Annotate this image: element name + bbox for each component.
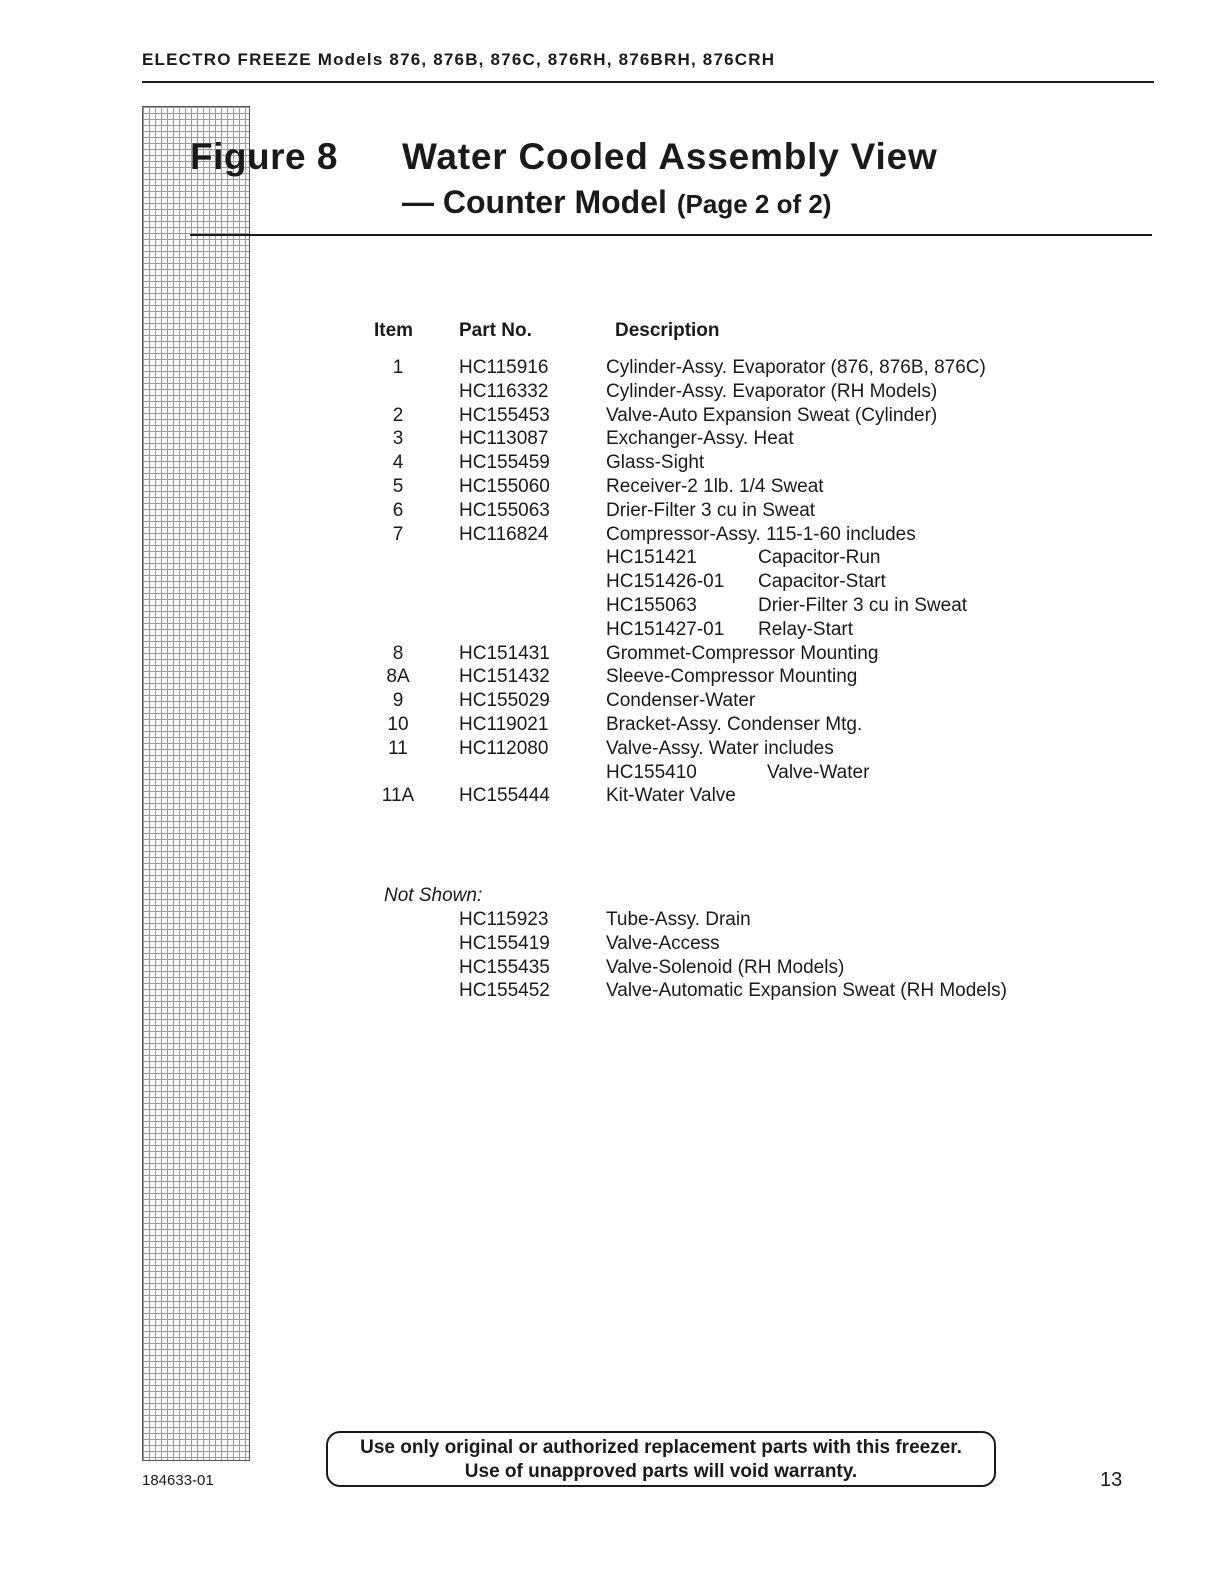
part-description: Condenser-Water	[606, 690, 756, 712]
item-number: 7	[392, 523, 404, 545]
part-description: Bracket-Assy. Condenser Mtg.	[606, 714, 863, 735]
table-row	[0, 500, 1224, 524]
table-row	[0, 428, 1224, 452]
part-description: Valve-Automatic Expansion Sweat (RH Models)	[606, 980, 1007, 1002]
table-row	[0, 714, 1224, 738]
warranty-notice-line-2: Use of unapproved parts will void warranty.	[464, 1461, 858, 1482]
part-description: Cylinder-Assy. Evaporator (876, 876B, 876C)	[606, 357, 986, 378]
item-number: 1	[392, 357, 404, 378]
column-header-item: Item	[374, 320, 414, 341]
sub-part-description: Valve-Water	[767, 761, 870, 783]
part-number: HC119021	[459, 714, 549, 735]
item-number: 3	[392, 428, 404, 450]
sub-part-number: HC155410	[606, 761, 697, 783]
sub-part-number: HC151427-01	[606, 618, 725, 640]
part-number: HC155453	[459, 404, 550, 426]
table-row	[0, 762, 1224, 786]
table-row	[0, 357, 1224, 381]
sub-part-number: HC155063	[606, 595, 697, 616]
part-number: HC155452	[459, 980, 550, 1002]
table-row	[0, 381, 1224, 405]
part-number: HC151431	[459, 642, 550, 664]
item-number: 6	[392, 499, 404, 521]
table-row	[0, 690, 1224, 714]
table-row	[0, 524, 1224, 548]
part-number: HC155060	[459, 476, 550, 497]
part-description: Valve-Access	[606, 932, 720, 954]
not-shown-row	[0, 957, 1224, 981]
part-number: HC155419	[459, 932, 550, 954]
item-number: 4	[392, 452, 404, 474]
table-row	[0, 476, 1224, 500]
figure-label: Figure 8	[190, 136, 338, 177]
part-number: HC151432	[459, 666, 550, 688]
part-number: HC115916	[459, 357, 549, 378]
item-number: 8	[392, 642, 404, 664]
figure-subtitle-text: — Counter Model	[402, 184, 667, 220]
figure-page-note: (Page 2 of 2)	[676, 189, 832, 219]
not-shown-row	[0, 933, 1224, 957]
part-description: Sleeve-Compressor Mounting	[606, 666, 858, 688]
part-number: HC155444	[459, 785, 550, 807]
column-header-description: Description	[615, 320, 720, 341]
table-row	[0, 595, 1224, 619]
part-number: HC116332	[459, 380, 549, 402]
warranty-notice-line-1: Use only original or authorized replacement parts with this freezer.	[360, 1437, 962, 1458]
item-number: 11A	[381, 785, 415, 807]
part-description: Glass-Sight	[606, 452, 705, 474]
item-number: 9	[392, 690, 404, 712]
item-number: 5	[392, 476, 404, 497]
item-number: 11	[388, 737, 408, 759]
document-number: 184633-01	[142, 1472, 214, 1489]
part-description: Cylinder-Assy. Evaporator (RH Models)	[606, 380, 938, 402]
sub-part-number: HC151421	[606, 547, 697, 569]
part-description: Tube-Assy. Drain	[606, 909, 751, 930]
page-number: 13	[1100, 1469, 1123, 1491]
table-row	[0, 452, 1224, 476]
running-header: ELECTRO FREEZE Models 876, 876B, 876C, 876RH, 876BRH, 876CRH	[142, 50, 776, 69]
part-description: Valve-Assy. Water includes	[606, 737, 834, 759]
figure-title: Water Cooled Assembly View	[402, 136, 938, 177]
sub-part-description: Drier-Filter 3 cu in Sweat	[758, 595, 968, 616]
sub-part-number: HC151426-01	[606, 571, 725, 593]
part-description: Compressor-Assy. 115-1-60 includes	[606, 523, 916, 545]
table-row	[0, 405, 1224, 429]
table-row	[0, 619, 1224, 643]
column-header-part-no: Part No.	[459, 320, 532, 341]
warranty-notice	[326, 1431, 996, 1487]
part-description: Exchanger-Assy. Heat	[606, 428, 794, 450]
item-number: 10	[387, 714, 409, 735]
table-row	[0, 785, 1224, 809]
part-description: Drier-Filter 3 cu in Sweat	[606, 499, 816, 521]
part-description: Valve-Solenoid (RH Models)	[606, 956, 845, 978]
table-row	[0, 571, 1224, 595]
part-number: HC115923	[459, 909, 549, 930]
part-description: Valve-Auto Expansion Sweat (Cylinder)	[606, 404, 938, 426]
table-row	[0, 643, 1224, 667]
not-shown-row	[0, 909, 1224, 933]
part-number: HC112080	[459, 737, 549, 759]
sub-part-description: Capacitor-Run	[758, 547, 881, 569]
table-row	[0, 666, 1224, 690]
part-number: HC113087	[459, 428, 549, 450]
not-shown-label: Not Shown:	[384, 885, 483, 906]
part-description: Receiver-2 1lb. 1/4 Sweat	[606, 476, 824, 497]
table-row	[0, 547, 1224, 571]
table-row	[0, 738, 1224, 762]
part-number: HC155459	[459, 452, 550, 474]
sub-part-description: Capacitor-Start	[758, 571, 886, 593]
part-number: HC155435	[459, 956, 550, 978]
part-number: HC155029	[459, 690, 550, 712]
item-number: 8A	[386, 666, 410, 688]
part-description: Grommet-Compressor Mounting	[606, 642, 879, 664]
part-number: HC116824	[459, 523, 549, 545]
part-description: Kit-Water Valve	[606, 785, 736, 807]
part-number: HC155063	[459, 499, 550, 521]
not-shown-row	[0, 980, 1224, 1004]
item-number: 2	[392, 404, 404, 426]
sub-part-description: Relay-Start	[758, 618, 854, 640]
